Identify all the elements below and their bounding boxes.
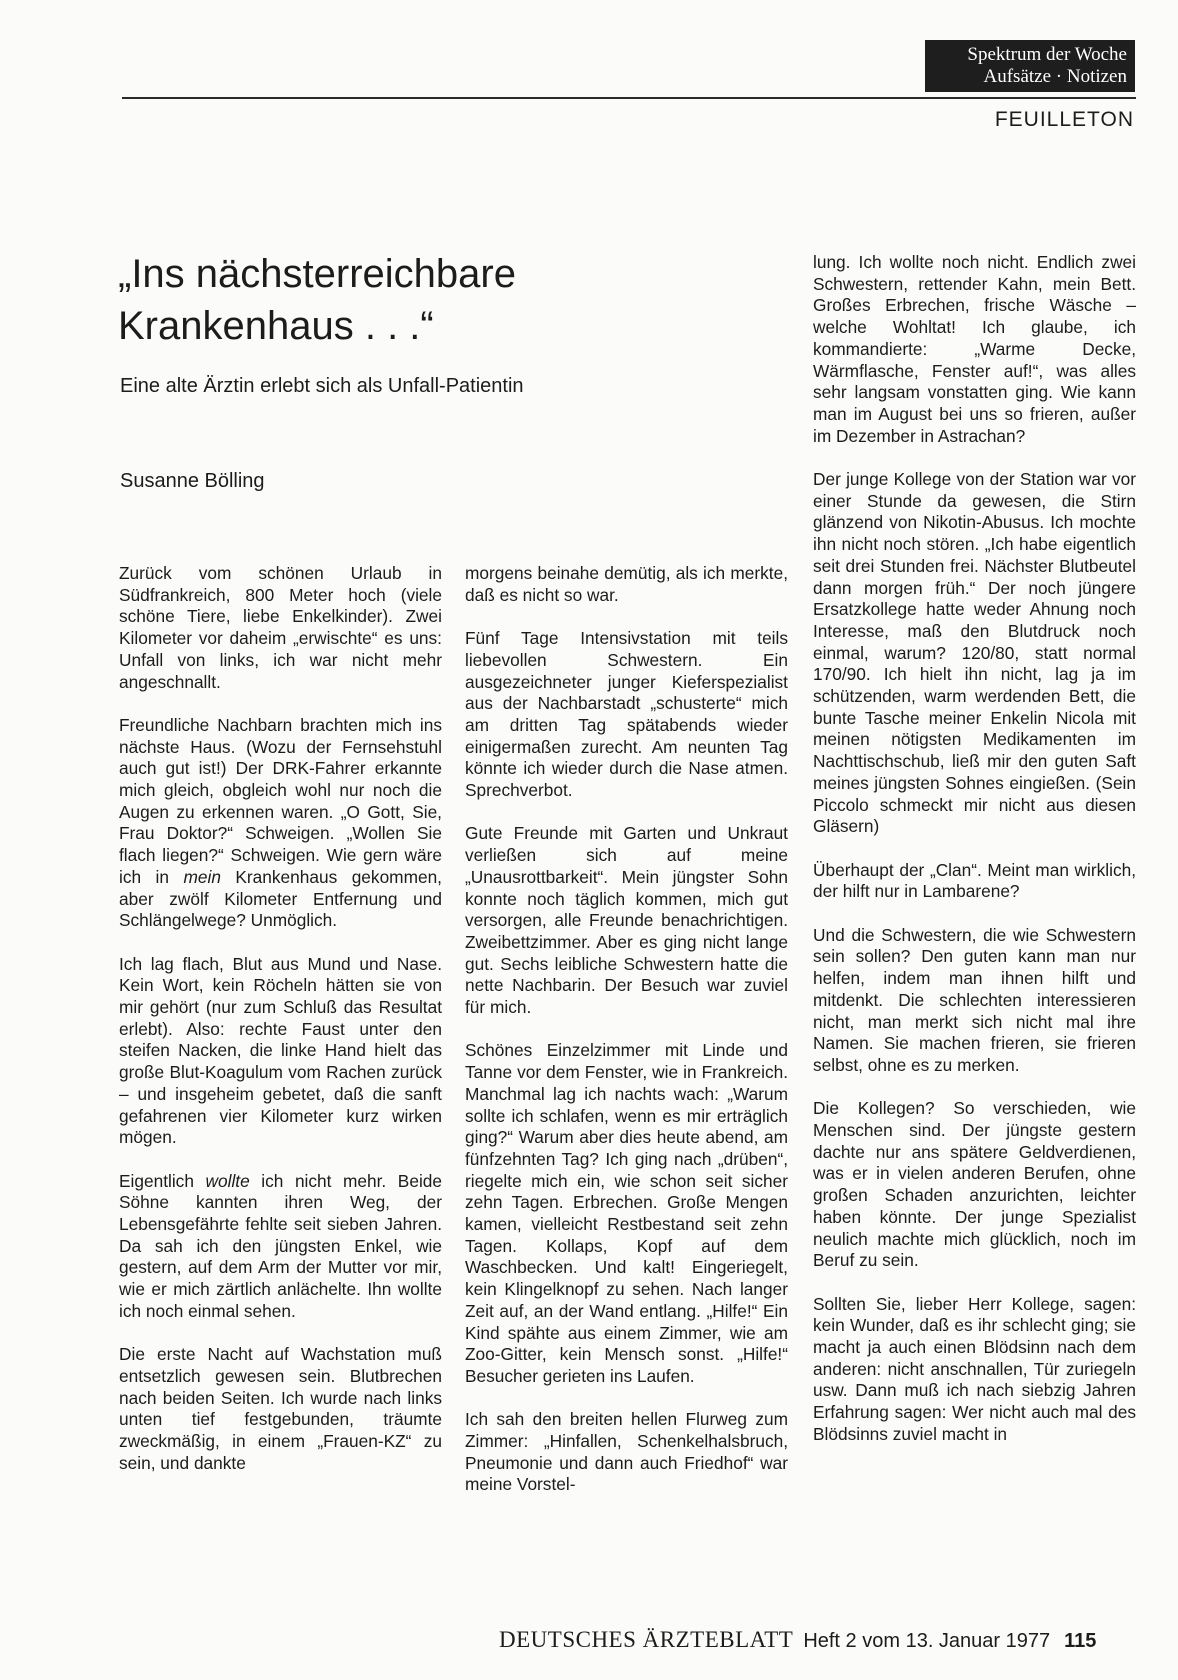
journal-name: DEUTSCHES ÄRZTEBLATT — [499, 1627, 794, 1652]
paragraph: Der junge Kollege von der Station war vor einer Stunde da gewesen, die Stirn glänzend von Nikotin-Abusus. Ich mochte ihn nicht noch stören. „Ich habe eigentlich seit drei Stunden frei. Nächster Blutbeutel dann morgen früh.“ Der noch jüngere Ersatzkollege hatte weder Ahnung noch Interesse, maß den Blutdruck noch einmal, warum? 120/80, statt normal 170/90. Ich hielt ihn nicht, lag ja im schützenden, warm werdenden Bett, die bunte Tasche meiner Enkelin Nicola mit meinen nötigsten Medikamenten im Nachttischschub, ließ mir den guten Saft meines jüngsten Sohnes eingießen. (Sein Piccolo schmeckt mir nicht aus diesen Gläsern) — [813, 469, 1136, 837]
header-rule — [122, 97, 1136, 99]
section-tag-line2: Aufsätze · Notizen — [983, 66, 1127, 87]
page-footer — [499, 1627, 1096, 1653]
paragraph: Und die Schwestern, die wie Schwestern sein sollen? Den guten kann man nur helfen, indem man ihnen hilft und mitdenkt. Die schlechten interessieren nicht, man merkt sich nicht mal ihre Namen. Sie machen frieren, sie frieren selbst, ohne es zu merken. — [813, 924, 1136, 1075]
paragraph: Zurück vom schönen Urlaub in Südfrankreich, 800 Meter hoch (viele schöne Tiere, liebe Enkelkinder). Zwei Kilometer vor daheim „erwischte“ es uns: Unfall von links, ich war nicht mehr angeschnallt. — [119, 563, 442, 692]
paragraph: Sollten Sie, lieber Herr Kollege, sagen: kein Wunder, daß es ihr schlecht ging; sie macht ja auch einen Blödsinn nach dem anderen: nicht anschnallen, Tür zuriegeln usw. Dann muß ich nach siebzig Jahren Erfahrung sagen: Wer nicht auch mal des Blödsinns zuviel macht in — [813, 1293, 1136, 1444]
emphasis: wollte — [205, 1170, 250, 1191]
article-title — [118, 248, 516, 352]
paragraph: Ich sah den breiten hellen Flurweg zum Zimmer: „Hinfallen, Schenkelhalsbruch, Pneumonie und dann auch Friedhof“ war meine Vorstel- — [465, 1409, 788, 1495]
paragraph: Ich lag flach, Blut aus Mund und Nase. Kein Wort, kein Röcheln hätten sie von mir gehört (nur zum Schluß das Resultat erlebt). Also: rechte Faust unter den steifen Nacken, die linke Hand hielt das große Blut-Koagulum vom Rachen zurück – und insgeheim gebetet, daß die sanft gefahrenen vier Kilometer kurz wirken mögen. — [119, 953, 442, 1148]
section-label: FEUILLETON — [994, 108, 1134, 131]
text-column-1 — [119, 563, 442, 1474]
article-subtitle: Eine alte Ärztin erlebt sich als Unfall-Patientin — [120, 375, 524, 397]
emphasis: mein — [183, 866, 221, 887]
section-tag-line1: Spektrum der Woche — [967, 44, 1127, 65]
title-line1: „Ins nächsterreichbare — [118, 252, 516, 296]
paragraph: Freundliche Nachbarn brachten mich ins nächste Haus. (Wozu der Fernsehstuhl auch gut ist!) Der DRK-Fahrer erkannte mich gleich, obgleich wohl nur noch die Augen zu erkennen waren. „O Gott, Sie, Frau Doktor?“ Schweigen. „Wollen Sie flach liegen?“ Schweigen. Wie gern wäre ich in mein Krankenhaus gekommen, aber zwölf Kilometer Entfernung und Schlängelwege? Unmöglich. — [119, 714, 442, 931]
paragraph: Fünf Tage Intensivstation mit teils liebevollen Schwestern. Ein ausgezeichneter junger Kieferspezialist aus der Nachbarstadt „schusterte“ mich am dritten Tag spätabends wieder einigermaßen zurecht. Am neunten Tag könnte ich wieder durch die Nase atmen. Sprechverbot. — [465, 628, 788, 801]
paragraph: morgens beinahe demütig, als ich merkte, daß es nicht so war. — [465, 563, 788, 605]
paragraph: Die Kollegen? So verschieden, wie Menschen sind. Der jüngste gestern dachte nur ans spätere Geldverdienen, was er in vielen anderen Berufen, ohne großen Schaden anzurichten, leichter haben könnte. Der junge Spezialist neulich machte mich glücklich, noch im Beruf zu sein. — [813, 1098, 1136, 1271]
paragraph: Eigentlich wollte ich nicht mehr. Beide Söhne kannten ihren Weg, der Lebensgefährte fehlte seit sieben Jahren. Da sah ich den jüngsten Enkel, wie gestern, auf dem Arm der Mutter vor mir, wie er mich zärtlich anlächelte. Ihn wollte ich noch einmal sehen. — [119, 1170, 443, 1321]
text-column-3 — [813, 252, 1136, 1446]
article-author: Susanne Bölling — [120, 470, 265, 492]
page-number: 115 — [1064, 1630, 1097, 1652]
paragraph: Die erste Nacht auf Wachstation muß entsetzlich gewesen sein. Blutbrechen nach beiden Seiten. Ich wurde nach links unten tief festgebunden, träumte zweckmäßig, in einem „Frauen-KZ“ zu sein, und dankte — [119, 1344, 442, 1473]
text-column-2 — [465, 563, 788, 1496]
paragraph: Überhaupt der „Clan“. Meint man wirklich, der hilft nur in Lambarene? — [813, 859, 1136, 902]
paragraph: Gute Freunde mit Garten und Unkraut verließen sich auf meine „Unausrottbarkeit“. Mein jüngster Sohn konnte noch täglich kommen, mich gut versorgen, alle Freunde benachrichtigen. Zweibettzimmer. Aber es ging nicht lange gut. Sechs leibliche Schwestern hatte die nette Nachbarin. Der Besuch war zuviel für mich. — [465, 823, 788, 1018]
section-tag-box — [925, 40, 1135, 92]
title-line2: Krankenhaus . . .“ — [118, 304, 434, 348]
paragraph: Schönes Einzelzimmer mit Linde und Tanne vor dem Fenster, wie in Frankreich. Manchmal lag ich nachts wach: „Warum sollte ich schlafen, wenn es mir erträglich ging?“ Warum aber dies heute abend, am fünfzehnten Tag? Ich ging nach „drüben“, riegelte mich ein, wie schon seit sicher zehn Tagen. Erbrechen. Große Mengen kamen, vielleicht Restbestand seit zehn Tagen. Kollaps, Kopf auf dem Waschbecken. Und kalt! Eingeriegelt, kein Klingelknopf zu sehen. Nach langer Zeit auf, an der Wand entlang. „Hilfe!“ Ein Kind spähte aus einem Zimmer, wie am Zoo-Gitter, kein Mensch sonst. „Hilfe!“ Besucher gerieten ins Laufen. — [465, 1040, 788, 1386]
paragraph: lung. Ich wollte noch nicht. Endlich zwei Schwestern, rettender Kahn, mein Bett. Großes Erbrechen, frische Wäsche – welche Wohltat! Ich glaube, ich kommandierte: „Warme Decke, Wärmflasche, Fenster auf!“, was alles sehr langsam vonstatten ging. Wie kann man im August bei uns so frieren, außer im Dezember in Astrachan? — [813, 252, 1136, 446]
issue-info: Heft 2 vom 13. Januar 1977 — [803, 1630, 1051, 1652]
